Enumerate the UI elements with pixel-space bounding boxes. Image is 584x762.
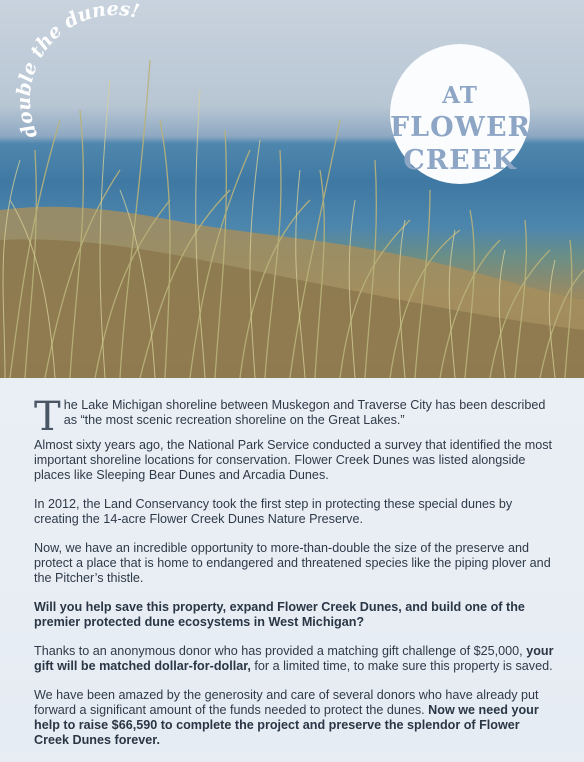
- intro-text: he Lake Michigan shoreline between Muskegon and Traverse City has been described as “the most scenic recreation shoreline on the Great Lakes.”: [63, 398, 546, 427]
- badge-line-flower: FLOWER: [390, 112, 532, 143]
- paragraph-appeal: [34, 688, 556, 748]
- badge-line-creek: CREEK: [403, 145, 517, 176]
- appeal-text: We have been amazed by the generosity and care of several donors who have already put forward a significant amount of the funds needed to protect the dunes.: [34, 688, 539, 717]
- paragraph-matching-gift: [34, 644, 556, 674]
- paragraph-2012: In 2012, the Land Conservancy took the first step in protecting these special dunes by creating the 14-acre Flower Creek Dunes Nature Preserve.: [34, 497, 513, 526]
- drop-cap: T: [34, 394, 61, 440]
- matching-text-b: for a limited time, to make sure this property is saved.: [250, 659, 553, 673]
- badge-line-at: AT: [442, 82, 478, 109]
- article-body: [34, 394, 556, 762]
- dune-grass-photo: [0, 0, 584, 378]
- paragraph-question: [34, 600, 556, 630]
- svg-text:double the dunes!: double the dunes!: [12, 0, 142, 142]
- intro-paragraph: [34, 394, 556, 440]
- matching-text-a: Thanks to an anonymous donor who has provided a matching gift challenge of $25,000,: [34, 644, 527, 658]
- badge-circle: [390, 44, 530, 184]
- paragraph-opportunity: Now, we have an incredible opportunity to more-than-double the size of the preserve and protect a place that is home to endangered and threatened species like the piping plover and the Pitcher’s thistle.: [34, 541, 551, 585]
- badge-arc-tagline: [0, 0, 200, 150]
- question-bold: Will you help save this property, expand Flower Creek Dunes, and build one of the premier protected dune ecosystems in West Michigan?: [34, 600, 525, 629]
- paragraph-history: Almost sixty years ago, the National Park Service conducted a survey that identified the most important shoreline locations for conservation. Flower Creek Dunes was listed alongside places like Sleeping Bear Dunes and Arcadia Dunes.: [34, 438, 552, 482]
- matching-bold: your gift will be matched dollar-for-dollar,: [34, 644, 554, 673]
- appeal-bold: Now we need your help to raise $66,590 to complete the project and preserve the splendor of Flower Creek Dunes forever.: [34, 703, 539, 747]
